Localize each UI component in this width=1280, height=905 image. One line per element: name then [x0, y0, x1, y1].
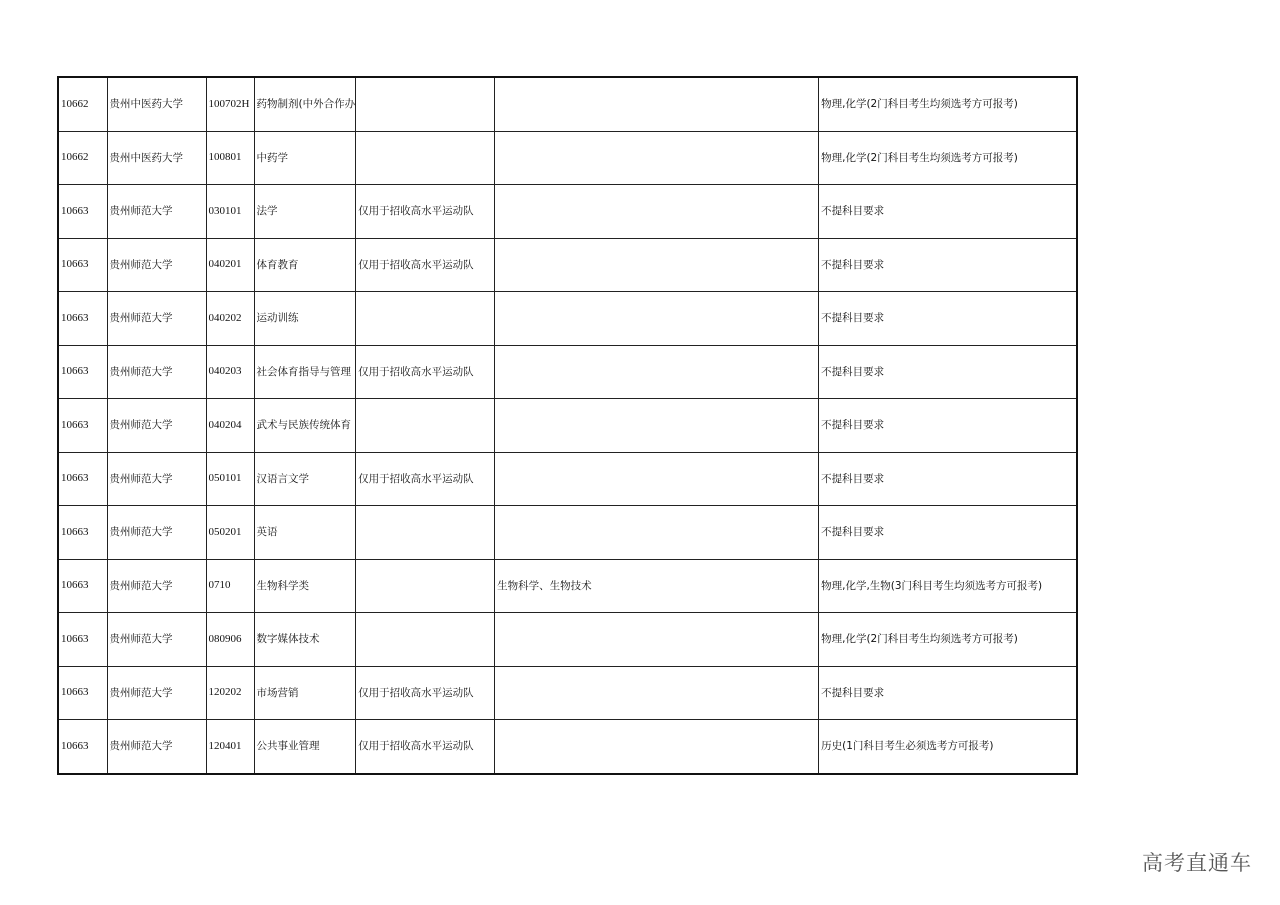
table-row [58, 131, 1077, 185]
table-row [58, 452, 1077, 506]
cell-major-code: 100801 [206, 131, 254, 185]
cell-included-majors [495, 77, 819, 131]
cell-major-name: 社会体育指导与管理 [254, 345, 356, 399]
cell-remark [356, 292, 495, 346]
cell-included-majors [495, 292, 819, 346]
cell-school-name: 贵州中医药大学 [107, 131, 206, 185]
cell-subject-requirement: 不提科目要求 [819, 185, 1077, 239]
cell-school-code: 10662 [58, 131, 107, 185]
cell-subject-requirement: 不提科目要求 [819, 292, 1077, 346]
cell-remark: 仅用于招收高水平运动队 [356, 238, 495, 292]
cell-remark: 仅用于招收高水平运动队 [356, 185, 495, 239]
cell-school-code: 10663 [58, 720, 107, 774]
cell-remark [356, 559, 495, 613]
table-row [58, 77, 1077, 131]
cell-school-code: 10663 [58, 399, 107, 453]
cell-remark [356, 506, 495, 560]
cell-school-name: 贵州师范大学 [107, 506, 206, 560]
cell-subject-requirement: 不提科目要求 [819, 506, 1077, 560]
cell-remark [356, 399, 495, 453]
cell-major-name: 运动训练 [254, 292, 356, 346]
cell-school-code: 10663 [58, 666, 107, 720]
cell-major-name: 数字媒体技术 [254, 613, 356, 667]
cell-major-name: 生物科学类 [254, 559, 356, 613]
watermark-text: 高考直通车 [1142, 851, 1252, 875]
cell-major-code: 030101 [206, 185, 254, 239]
table-row [58, 185, 1077, 239]
cell-major-code: 040201 [206, 238, 254, 292]
cell-remark: 仅用于招收高水平运动队 [356, 666, 495, 720]
cell-subject-requirement: 不提科目要求 [819, 345, 1077, 399]
cell-major-code: 040202 [206, 292, 254, 346]
cell-school-name: 贵州师范大学 [107, 185, 206, 239]
table-row [58, 399, 1077, 453]
cell-included-majors: 生物科学、生物技术 [495, 559, 819, 613]
cell-school-code: 10663 [58, 345, 107, 399]
cell-remark [356, 613, 495, 667]
cell-major-code: 100702H [206, 77, 254, 131]
cell-major-code: 040203 [206, 345, 254, 399]
cell-remark [356, 131, 495, 185]
cell-school-name: 贵州师范大学 [107, 238, 206, 292]
cell-subject-requirement: 物理,化学,生物(3门科目考生均须选考方可报考) [819, 559, 1077, 613]
cell-included-majors [495, 666, 819, 720]
table-row [58, 559, 1077, 613]
cell-subject-requirement: 不提科目要求 [819, 666, 1077, 720]
cell-included-majors [495, 399, 819, 453]
cell-major-code: 050201 [206, 506, 254, 560]
cell-major-name: 公共事业管理 [254, 720, 356, 774]
cell-remark: 仅用于招收高水平运动队 [356, 452, 495, 506]
cell-subject-requirement: 物理,化学(2门科目考生均须选考方可报考) [819, 613, 1077, 667]
cell-subject-requirement: 不提科目要求 [819, 399, 1077, 453]
table-body [58, 77, 1077, 774]
cell-school-name: 贵州师范大学 [107, 345, 206, 399]
cell-included-majors [495, 720, 819, 774]
cell-major-name: 汉语言文学 [254, 452, 356, 506]
cell-school-code: 10663 [58, 452, 107, 506]
cell-subject-requirement: 历史(1门科目考生必须选考方可报考) [819, 720, 1077, 774]
cell-school-name: 贵州师范大学 [107, 452, 206, 506]
cell-major-code: 080906 [206, 613, 254, 667]
table-row [58, 666, 1077, 720]
cell-included-majors [495, 506, 819, 560]
cell-school-code: 10662 [58, 77, 107, 131]
admission-requirements-table [57, 76, 1078, 775]
table-row [58, 506, 1077, 560]
table-row [58, 345, 1077, 399]
cell-subject-requirement: 不提科目要求 [819, 238, 1077, 292]
cell-school-name: 贵州师范大学 [107, 666, 206, 720]
cell-major-name: 体育教育 [254, 238, 356, 292]
cell-major-code: 120401 [206, 720, 254, 774]
table-row [58, 292, 1077, 346]
cell-included-majors [495, 452, 819, 506]
table-row [58, 613, 1077, 667]
cell-major-code: 050101 [206, 452, 254, 506]
cell-included-majors [495, 345, 819, 399]
cell-remark [356, 77, 495, 131]
cell-major-name: 药物制剂(中外合作办 [254, 77, 356, 131]
cell-school-name: 贵州师范大学 [107, 399, 206, 453]
cell-included-majors [495, 131, 819, 185]
cell-major-name: 中药学 [254, 131, 356, 185]
cell-school-name: 贵州师范大学 [107, 292, 206, 346]
table-row [58, 720, 1077, 774]
cell-major-name: 法学 [254, 185, 356, 239]
cell-school-code: 10663 [58, 506, 107, 560]
cell-included-majors [495, 238, 819, 292]
cell-school-code: 10663 [58, 292, 107, 346]
cell-school-code: 10663 [58, 559, 107, 613]
cell-school-name: 贵州师范大学 [107, 613, 206, 667]
cell-major-name: 英语 [254, 506, 356, 560]
cell-remark: 仅用于招收高水平运动队 [356, 720, 495, 774]
cell-remark: 仅用于招收高水平运动队 [356, 345, 495, 399]
cell-school-code: 10663 [58, 185, 107, 239]
cell-school-code: 10663 [58, 238, 107, 292]
cell-major-name: 市场营销 [254, 666, 356, 720]
cell-major-code: 040204 [206, 399, 254, 453]
cell-major-code: 120202 [206, 666, 254, 720]
cell-major-code: 0710 [206, 559, 254, 613]
cell-subject-requirement: 物理,化学(2门科目考生均须选考方可报考) [819, 131, 1077, 185]
cell-included-majors [495, 185, 819, 239]
cell-included-majors [495, 613, 819, 667]
cell-school-name: 贵州师范大学 [107, 720, 206, 774]
cell-school-name: 贵州中医药大学 [107, 77, 206, 131]
cell-school-code: 10663 [58, 613, 107, 667]
cell-subject-requirement: 不提科目要求 [819, 452, 1077, 506]
cell-school-name: 贵州师范大学 [107, 559, 206, 613]
table-row [58, 238, 1077, 292]
cell-major-name: 武术与民族传统体育 [254, 399, 356, 453]
cell-subject-requirement: 物理,化学(2门科目考生均须选考方可报考) [819, 77, 1077, 131]
